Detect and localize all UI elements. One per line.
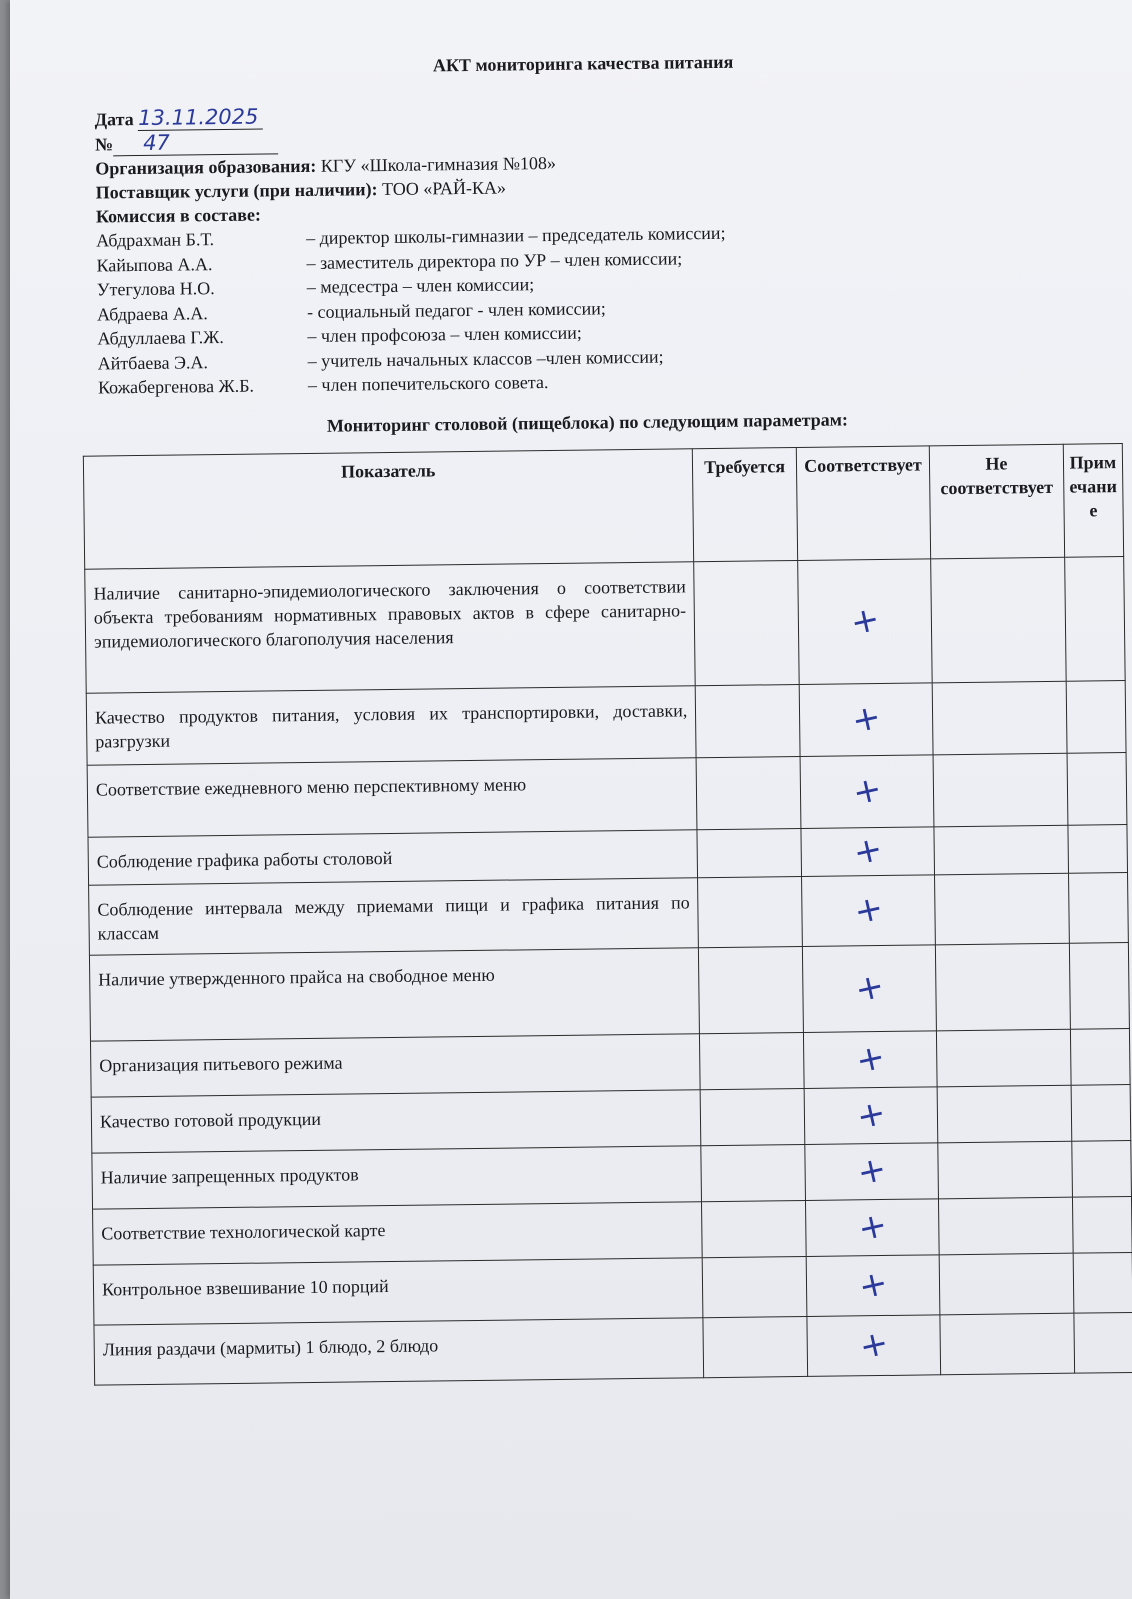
member-role: – медсестра – член комиссии; (306, 274, 535, 297)
indicator-cell: Наличие запрещенных продуктов (92, 1145, 702, 1208)
complies-cell (800, 754, 934, 828)
number-value: 47 (113, 129, 278, 156)
member-role: – заместитель директора по УР – член комиссии; (306, 247, 683, 273)
complies-cell (805, 1142, 939, 1200)
indicator-cell: Качество готовой продукции (91, 1089, 701, 1152)
required-cell (697, 828, 801, 877)
complies-cell (801, 826, 935, 876)
document-body (58, 47, 1124, 1385)
check-mark: + (854, 1262, 892, 1308)
table-row (85, 556, 1125, 693)
not-complies-cell (936, 943, 1071, 1031)
indicator-cell: Контрольное взвешивание 10 порций (93, 1257, 703, 1324)
organization-value: КГУ «Школа-гимназия №108» (320, 152, 557, 176)
note-cell (1067, 752, 1127, 825)
check-mark: + (855, 1322, 893, 1368)
member-name: Айтбаева Э.А. (97, 351, 209, 374)
complies-cell (804, 1086, 938, 1144)
supplier-label: Поставщик услуги (при наличии): (95, 179, 378, 203)
member-name: Утегулова Н.О. (96, 278, 215, 300)
paper-sheet (10, 0, 1132, 1599)
member-role: - социальный педагог - член комиссии; (306, 297, 606, 322)
required-cell (700, 1088, 804, 1145)
required-cell (700, 1032, 804, 1089)
not-complies-cell (937, 1029, 1071, 1087)
indicator-cell: Соответствие технологической карте (93, 1201, 703, 1264)
member-role: – член попечительского совета. (307, 372, 549, 395)
check-mark: + (853, 1148, 890, 1194)
member-name: Кожабергенова Ж.Б. (97, 375, 255, 398)
required-cell (703, 1316, 807, 1377)
note-cell (1072, 1140, 1132, 1197)
table-row (87, 752, 1127, 837)
required-cell (699, 946, 803, 1033)
not-complies-cell (938, 1141, 1072, 1199)
not-complies-cell (931, 557, 1066, 683)
member-role: – учитель начальных классов –член комиссии; (307, 346, 664, 371)
complies-cell (806, 1254, 940, 1316)
not-complies-cell (937, 1085, 1071, 1143)
required-cell (696, 684, 800, 757)
note-cell (1064, 556, 1125, 681)
not-complies-cell (933, 753, 1067, 827)
member-name: Кайыпова А.А. (96, 253, 213, 276)
complies-cell (797, 558, 932, 684)
date-label: Дата (94, 109, 134, 130)
not-complies-cell (934, 825, 1068, 875)
supplier-value: ТОО «РАЙ-КА» (381, 177, 507, 200)
commission-label: Комиссия в составе: (95, 204, 262, 227)
header-note: Примечание (1063, 443, 1124, 557)
member-role: – директор школы-гимназии – председатель комиссии; (306, 222, 726, 248)
member-name: Абдуллаева Г.Ж. (97, 326, 224, 349)
commission-members (60, 216, 1112, 400)
not-complies-cell (939, 1253, 1073, 1315)
note-cell (1066, 680, 1126, 753)
header-indicator: Показатель (83, 448, 694, 568)
member-name: Абдраева А.А. (96, 302, 208, 325)
note-cell (1074, 1312, 1132, 1373)
monitoring-subtitle: Мониторинг столовой (пищеблока) по следующим параметрам: (326, 408, 849, 436)
date-value: 13.11.2025 (138, 104, 263, 131)
check-mark: + (848, 768, 886, 814)
table-row (89, 942, 1129, 1041)
table-row (86, 680, 1126, 765)
indicator-cell: Линия раздачи (мармиты) 1 блюдо, 2 блюдо (94, 1317, 704, 1384)
check-mark: + (849, 828, 887, 874)
required-cell (702, 1200, 806, 1257)
table-row (89, 872, 1129, 955)
check-mark: + (852, 1092, 890, 1138)
member-role: – член профсоюза – член комиссии; (307, 322, 582, 346)
check-mark: + (851, 1036, 889, 1082)
note-cell (1072, 1196, 1132, 1253)
required-cell (701, 1144, 805, 1201)
member-name: Абдрахман Б.Т. (96, 229, 215, 251)
required-cell (696, 756, 800, 829)
indicator-cell: Соблюдение интервала между приемами пищи и графика питания по классам (89, 877, 699, 954)
complies-cell (807, 1314, 941, 1376)
complies-cell (802, 944, 937, 1032)
complies-cell (805, 1198, 939, 1256)
required-cell (698, 876, 802, 947)
complies-cell (801, 874, 935, 946)
check-mark: + (850, 887, 887, 933)
header-not-complies: Не соответствует (930, 444, 1065, 559)
note-cell (1070, 1028, 1130, 1085)
not-complies-cell (939, 1197, 1073, 1255)
check-mark: + (851, 965, 888, 1011)
note-cell (1068, 824, 1128, 873)
indicator-cell: Соблюдение графика работы столовой (88, 829, 698, 884)
note-cell (1069, 942, 1129, 1029)
header-complies: Соответствует (796, 445, 931, 560)
header-required: Требуется (693, 447, 798, 561)
complies-cell (803, 1030, 937, 1088)
note-cell (1071, 1084, 1131, 1141)
not-complies-cell (940, 1313, 1074, 1375)
indicator-cell: Наличие санитарно-эпидемиологического заключения о соответствии объекта требованиям нормативных правовых актов в сфере санитарно-эпидемиологического благополучия населения (85, 561, 696, 692)
table-header-row (83, 443, 1123, 569)
not-complies-cell (935, 873, 1069, 945)
table-row (94, 1312, 1132, 1385)
note-cell (1068, 872, 1128, 943)
monitoring-table (83, 443, 1132, 1386)
check-mark: + (847, 696, 885, 742)
complies-cell (799, 682, 933, 756)
indicator-cell: Качество продуктов питания, условия их транспортировки, доставки, разгрузки (86, 685, 696, 764)
not-complies-cell (932, 681, 1066, 755)
indicator-cell: Наличие утвержденного прайса на свободное меню (89, 947, 699, 1040)
number-label: № (94, 134, 114, 155)
organization-label: Организация образования: (95, 155, 317, 179)
indicator-cell: Соответствие ежедневного меню перспективному меню (87, 757, 697, 836)
check-mark: + (846, 598, 884, 644)
check-mark: + (854, 1204, 891, 1250)
document-title: АКТ мониторинга качества питания (432, 51, 734, 76)
note-cell (1073, 1252, 1132, 1313)
indicator-cell: Организация питьевого режима (90, 1033, 700, 1096)
required-cell (694, 560, 799, 685)
required-cell (703, 1256, 807, 1317)
